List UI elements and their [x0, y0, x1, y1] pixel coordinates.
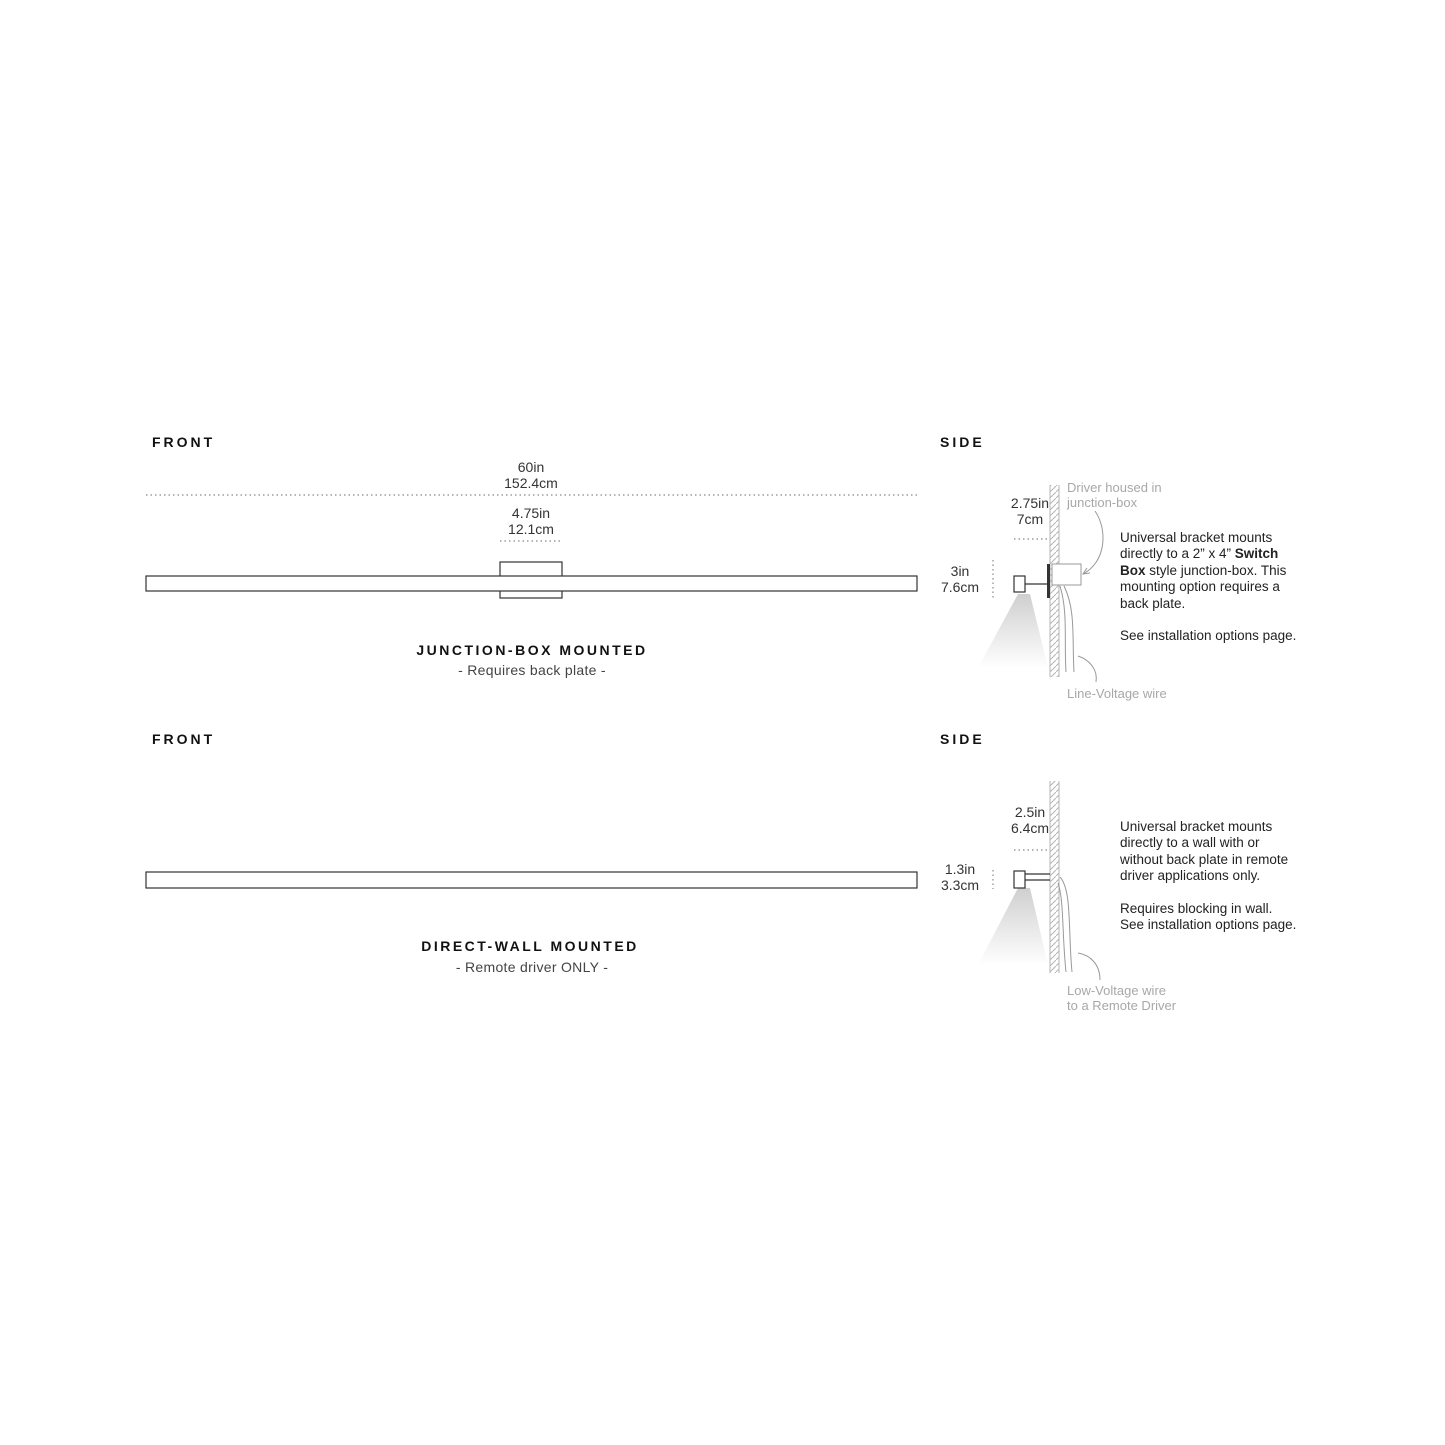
low-voltage-note	[1067, 983, 1176, 1013]
desc-line: Box style junction-box. This	[1120, 562, 1287, 578]
plate-width-in: 4.75in	[511, 505, 551, 521]
light-beam-bottom	[978, 888, 1048, 965]
fixture-head-bottom	[1014, 871, 1025, 888]
desc-line: Universal bracket mounts	[1120, 819, 1273, 834]
low-voltage-callout-arrow	[1078, 953, 1100, 980]
direct-wall-title: DIRECT-WALL MOUNTED	[421, 938, 639, 954]
driver-note-line-1: Driver housed in	[1067, 480, 1162, 495]
side-depth-label-top	[1000, 495, 1060, 527]
direct-wall-description	[1120, 819, 1340, 933]
low-voltage-wire	[1060, 877, 1072, 972]
junction-box-shape	[1052, 564, 1081, 585]
side-height-in-bottom: 1.3in	[944, 861, 976, 877]
junction-box-description	[1120, 530, 1340, 644]
desc-line: mounting option requires a	[1120, 579, 1280, 595]
desc-line: directly to a wall with or	[1120, 835, 1260, 851]
direct-wall-subtitle: - Remote driver ONLY -	[455, 959, 609, 975]
driver-note	[1067, 480, 1162, 510]
front-header-top: FRONT	[152, 434, 216, 450]
plate-width-label	[481, 505, 581, 537]
side-header-top: SIDE	[940, 434, 985, 450]
side-header-bottom: SIDE	[940, 731, 985, 747]
mount-plate-top	[1047, 564, 1050, 598]
side-depth-cm-bottom: 6.4cm	[1010, 820, 1050, 836]
light-beam-top	[978, 594, 1048, 668]
fixture-head-top	[1014, 576, 1025, 592]
desc-line: Universal bracket mounts	[1120, 530, 1273, 545]
overall-length-cm: 152.4cm	[504, 475, 558, 491]
side-height-in-top: 3in	[950, 563, 970, 579]
overall-length-label	[481, 459, 581, 491]
low-voltage-note-line-1: Low-Voltage wire	[1067, 983, 1166, 998]
see-installation-text: See installation options page.	[1120, 628, 1297, 644]
front-header-bottom: FRONT	[152, 731, 216, 747]
side-depth-cm-top: 7cm	[1016, 511, 1044, 527]
low-voltage-note-line-2: to a Remote Driver	[1067, 998, 1177, 1013]
desc-line: back plate.	[1120, 595, 1186, 611]
side-height-cm-bottom: 3.3cm	[940, 877, 980, 893]
side-height-label-bottom	[930, 861, 990, 893]
overall-length-in: 60in	[517, 459, 545, 475]
desc-line: without back plate in remote	[1120, 851, 1289, 867]
line-voltage-note: Line-Voltage wire	[1067, 686, 1167, 701]
light-bar-shape-top	[146, 576, 917, 591]
switch-bold: Switch	[1234, 546, 1279, 562]
driver-note-line-2: junction-box	[1067, 495, 1138, 510]
wire-callout-arrow	[1078, 656, 1096, 682]
junction-box-title: JUNCTION-BOX MOUNTED	[416, 642, 648, 658]
see-installation-text: See installation options page.	[1120, 917, 1297, 933]
driver-callout-arrow	[1083, 511, 1103, 574]
desc-line: Requires blocking in wall.	[1120, 900, 1273, 916]
side-depth-in-top: 2.75in	[1010, 495, 1050, 511]
junction-box-subtitle: - Requires back plate -	[458, 662, 606, 678]
side-height-label-top	[930, 563, 990, 595]
side-depth-in-bottom: 2.5in	[1014, 804, 1046, 820]
side-height-cm-top: 7.6cm	[940, 579, 980, 595]
side-depth-label-bottom	[1000, 804, 1060, 836]
box-bold: Box	[1120, 562, 1146, 578]
desc-line: driver applications only.	[1120, 868, 1261, 884]
plate-width-cm: 12.1cm	[508, 521, 554, 537]
light-bar-shape-bottom	[146, 872, 917, 888]
desc-line: directly to a 2” x 4” Switch	[1120, 546, 1279, 562]
